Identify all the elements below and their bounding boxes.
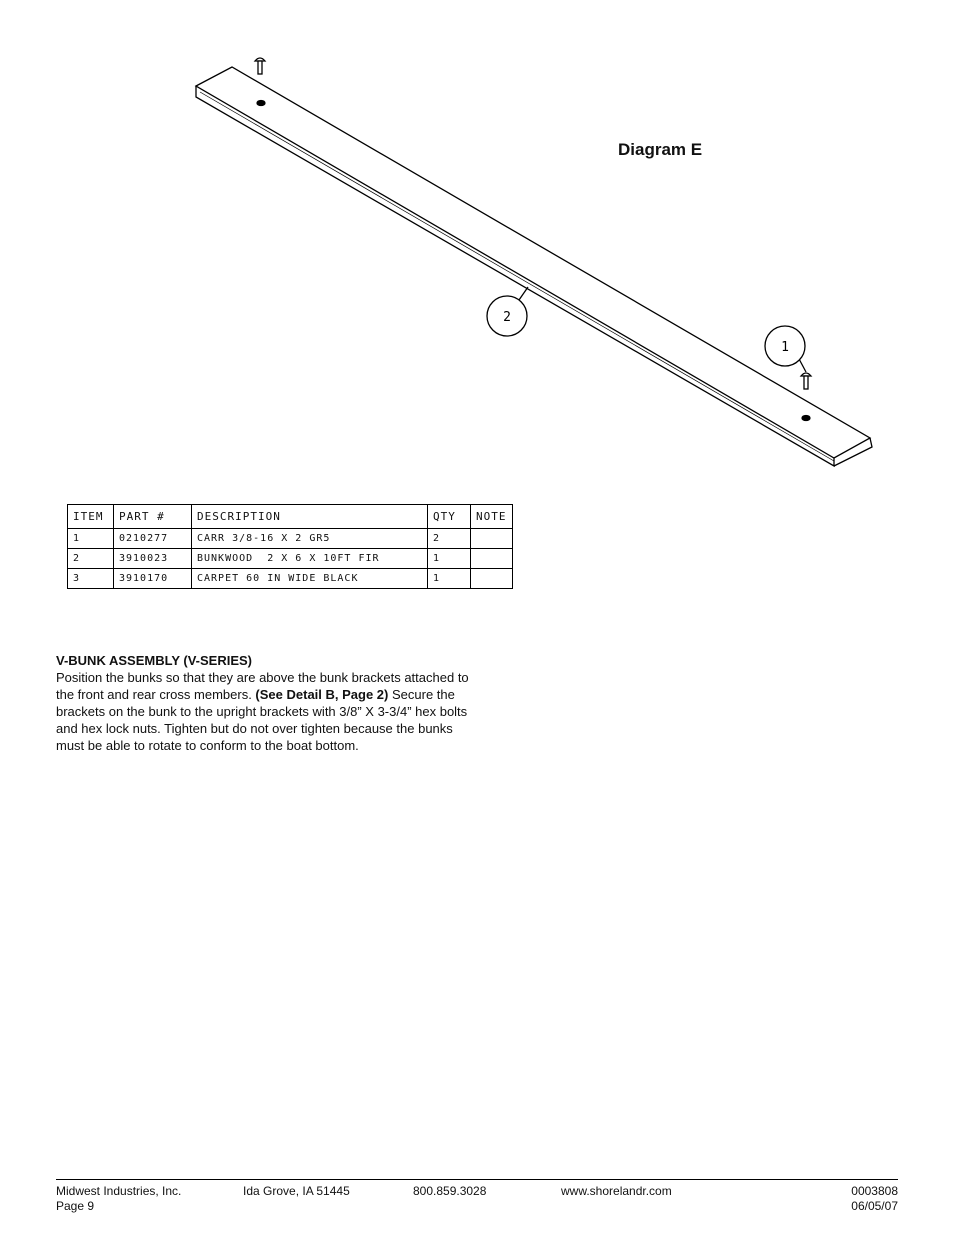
cell-part: 3910023	[114, 549, 192, 569]
footer-location: Ida Grove, IA 51445	[243, 1184, 350, 1198]
cell-item: 3	[68, 569, 114, 589]
cell-item: 1	[68, 529, 114, 549]
header-qty: QTY	[428, 505, 471, 529]
section-heading: V-BUNK ASSEMBLY (V-SERIES)	[56, 653, 253, 668]
bolt-hole	[802, 416, 810, 421]
callout-label: 2	[503, 310, 511, 325]
cell-part: 0210277	[114, 529, 192, 549]
table-row	[68, 549, 513, 569]
cell-note	[471, 569, 513, 589]
footer-page-number: Page 9	[56, 1199, 95, 1213]
diagram-title: Diagram E	[618, 140, 703, 159]
table-row	[68, 529, 513, 549]
bolt-hole	[257, 101, 265, 106]
footer-date: 06/05/07	[851, 1199, 898, 1213]
detail-reference: (See Detail B, Page 2)	[255, 687, 389, 702]
cell-qty: 1	[428, 569, 471, 589]
cell-qty: 2	[428, 529, 471, 549]
carriage-bolt	[801, 373, 811, 389]
v-bunk-assembly-section	[56, 652, 476, 754]
table-header-row	[68, 505, 513, 529]
footer-company-block	[56, 1184, 181, 1214]
cell-description: BUNKWOOD 2 X 6 X 10FT FIR	[192, 549, 428, 569]
footer-divider	[56, 1179, 898, 1180]
cell-description: CARR 3/8-16 X 2 GR5	[192, 529, 428, 549]
cell-qty: 1	[428, 549, 471, 569]
bunk-board	[196, 67, 872, 466]
carriage-bolt	[255, 58, 265, 74]
header-note: NOTE	[471, 505, 513, 529]
bunk-assembly-diagram	[0, 0, 954, 500]
header-item: ITEM	[68, 505, 114, 529]
footer-doc-number: 0003808	[851, 1184, 898, 1198]
cell-description: CARPET 60 IN WIDE BLACK	[192, 569, 428, 589]
callout-label: 1	[781, 340, 789, 355]
parts-table	[67, 504, 513, 589]
footer-phone: 800.859.3028	[413, 1184, 487, 1198]
header-description: DESCRIPTION	[192, 505, 428, 529]
body-text: Secure the brackets on the bunk to the upright brackets with 3/8” X 3-3/4” hex bolts and hex lock nuts. Tighten but do not over tighten because the bunks must be able to rotate to conform to the boat bottom.	[56, 687, 468, 753]
section-body	[56, 669, 476, 754]
cell-note	[471, 529, 513, 549]
footer-doc-block	[851, 1184, 898, 1214]
header-part: PART #	[114, 505, 192, 529]
cell-item: 2	[68, 549, 114, 569]
footer-company: Midwest Industries, Inc.	[56, 1184, 182, 1198]
table-row	[68, 569, 513, 589]
footer-website: www.shorelandr.com	[561, 1184, 672, 1198]
cell-note	[471, 549, 513, 569]
body-text: Position the bunks so that they are above the bunk brackets attached to the front and rear cross members.	[56, 670, 469, 702]
cell-part: 3910170	[114, 569, 192, 589]
